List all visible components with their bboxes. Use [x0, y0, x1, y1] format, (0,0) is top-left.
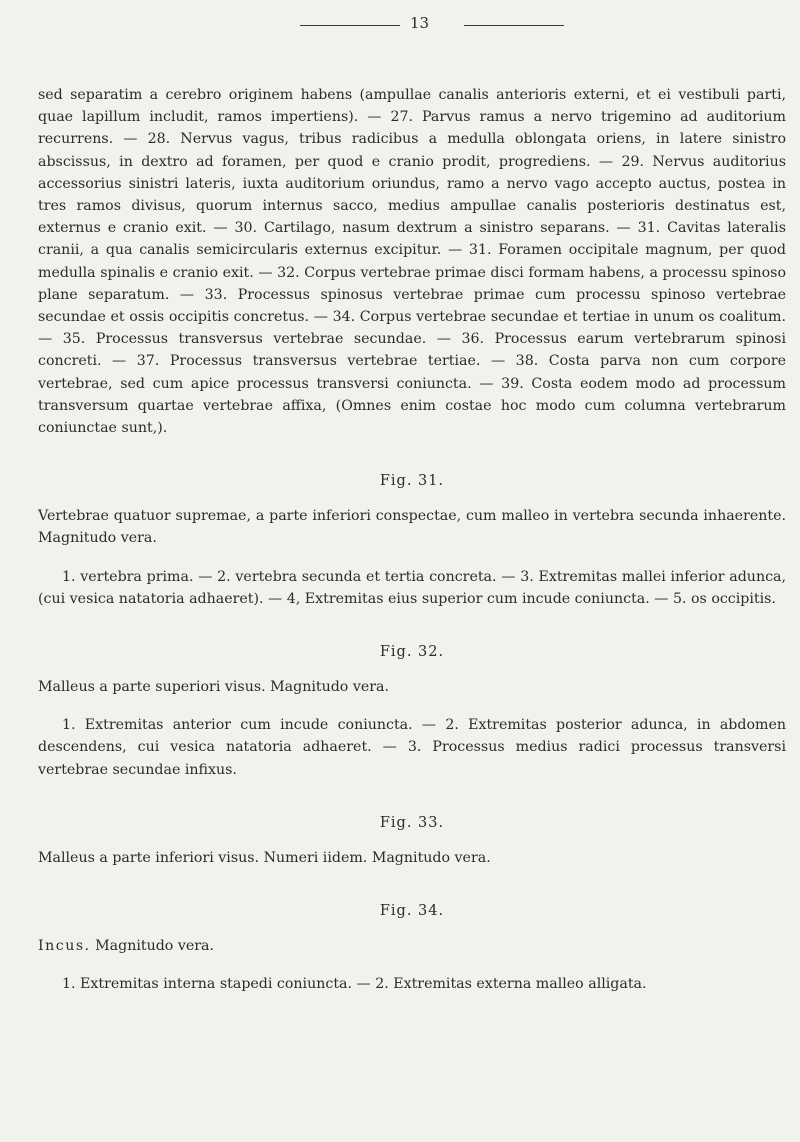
figure-33-title: Fig. 33.	[379, 814, 445, 831]
figure-32-legend: 1. Extremitas anterior cum incude coniuncta. — 2. Extremitas posterior adunca, in abdomen descendens, cui vesica natatoria adhaeret. — 3. Processus medius radici processus transversi vertebrae secundae infixus.	[38, 717, 786, 778]
header-rule-right	[464, 25, 564, 26]
figure-33-caption: Malleus a parte inferiori visus. Numeri iidem. Magnitudo vera.	[38, 849, 491, 866]
header-rule-left	[300, 25, 400, 26]
figure-31-title: Fig. 31.	[379, 473, 445, 490]
figure-32-caption: Malleus a parte superiori visus. Magnitudo vera.	[38, 679, 390, 696]
page-header	[38, 8, 786, 44]
figure-34-caption: Magnitudo vera.	[95, 938, 215, 955]
page	[38, 8, 786, 995]
figure-32-title: Fig. 32.	[379, 644, 445, 661]
figure-34-caption-label: Incus.	[38, 938, 91, 955]
figure-34-legend: 1. Extremitas interna stapedi coniuncta. — 2. Extremitas externa malleo alligata.	[62, 976, 647, 993]
page-number: 13	[410, 14, 430, 32]
figure-34-caption-line	[38, 935, 786, 957]
figure-31-legend: 1. vertebra prima. — 2. vertebra secunda et tertia concreta. — 3. Extremitas mallei inferior adunca, (cui vesica natatoria adhaeret). — 4, Extremitas eius superior cum incude coniuncta. — 5. os occipitis.	[38, 568, 786, 607]
figure-31-caption: Vertebrae quatuor supremae, a parte inferiori conspectae, cum malleo in vertebra secunda inhaerente. Magnitudo vera.	[38, 508, 786, 547]
figure-34-title: Fig. 34.	[379, 903, 445, 920]
intro-paragraph: sed separatim a cerebro originem habens (ampullae canalis anterioris externi, et ei vestibuli parti, quae lapillum includit, ramos impertiens). — 27. Parvus ramus a nervo trigemino ad auditorium recurrens. — 28. Nervus vagus, tribus radicibus a medulla oblongata oriens, in latere sinistro abscissus, in dextro ad foramen, per quod e cranio prodit, progrediens. — 29. Nervus auditorius accessorius sinistri lateris, iuxta auditorium oriundus, ramo a nervo vago accepto auctus, postea in tres ramos divisus, quorum internus sacco, medius ampullae canalis posterioris destinatus est, externus e cranio exit. — 30. Cartilago, nasum dextrum a sinistro separans. — 31. Cavitas lateralis cranii, a qua canalis semicircularis externus excipitur. — 31. Foramen occipitale magnum, per quod medulla spinalis e cranio exit. — 32. Corpus vertebrae primae disci formam habens, a processu spinoso plane separatum. — 33. Processus spinosus vertebrae primae cum processu spinoso vertebrae secundae et ossis occipitis concretus. — 34. Corpus vertebrae secundae et tertiae in unum os coalitum. — 35. Processus transversus vertebrae secundae. — 36. Processus earum vertebrarum spinosi concreti. — 37. Processus transversus vertebrae tertiae. — 38. Costa parva non cum corpore vertebrae, sed cum apice processus transversi coniuncta. — 39. Costa eodem modo ad processum transversum quartae vertebrae affixa, (Omnes enim costae hoc modo cum columna vertebrarum coniunctae sunt,).	[38, 87, 786, 437]
